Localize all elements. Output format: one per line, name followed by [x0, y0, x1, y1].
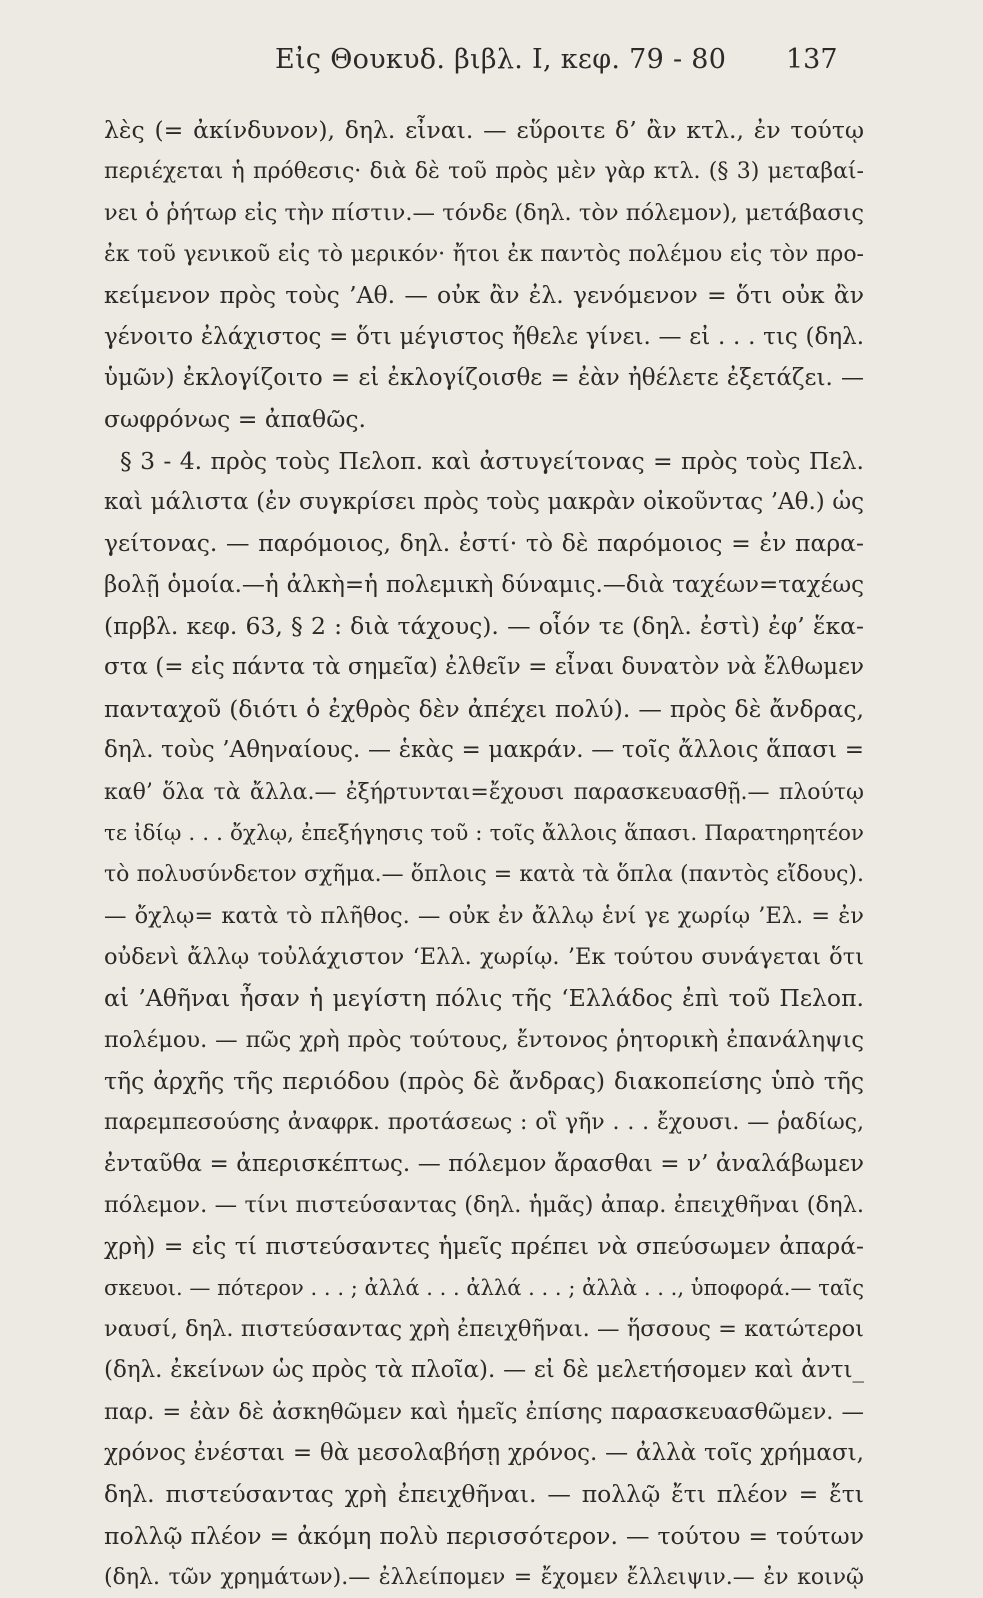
text-line: τε ἰδίῳ . . . ὄχλῳ, ἐπεξήγησις τοῦ : τοῖς ἄλλοις ἅπασι. Παρατηρητέον	[104, 820, 864, 846]
text-line: πανταχοῦ (διότι ὁ ἐχθρὸς δὲν ἀπέχει πολύ). — πρὸς δὲ ἄνδρας,	[104, 694, 864, 723]
text-line: — ὄχλῳ= κατὰ τὸ πλῆθος. — οὐκ ἐν ἄλλῳ ἑνί γε χωρίῳ ’Ελ. = ἐν	[104, 902, 864, 929]
text-line: γείτονας. — παρόμοιος, δηλ. ἐστί· τὸ δὲ παρόμοιος = ἐν παρα-	[104, 529, 864, 558]
text-line: παρ. = ἐὰν δὲ ἀσκηθῶμεν καὶ ἡμεῖς ἐπίσης παρασκευασθῶμεν. —	[104, 1398, 864, 1425]
text-line: γένοιτο ἐλάχιστος = ὅτι μέγιστος ἤθελε γίνει. — εἰ . . . τις (δηλ.	[104, 323, 864, 350]
text-line: στα (= εἰς πάντα τὰ σημεῖα) ἐλθεῖν = εἶναι δυνατὸν νὰ ἔλθωμεν	[104, 654, 864, 681]
text-line: (δηλ. ἐκείνων ὡς πρὸς τὰ πλοῖα). — εἰ δὲ μελετήσομεν καὶ ἀντι_	[104, 1357, 864, 1384]
text-line: περιέχεται ἡ πρόθεσις· διὰ δὲ τοῦ πρὸς μὲν γὰρ κτλ. (§ 3) μεταβαί-	[104, 159, 864, 185]
text-line: ἐκ τοῦ γενικοῦ εἰς τὸ μερικόν· ἤτοι ἐκ παντὸς πολέμου εἰς τὸν προ-	[104, 242, 864, 268]
text-line: πόλεμον. — τίνι πιστεύσαντας (δηλ. ἡμᾶς) ἀπαρ. ἐπειχθῆναι (δηλ.	[104, 1191, 864, 1218]
text-line: πολέμου. — πῶς χρὴ πρὸς τούτους, ἔντονος ῥητορικὴ ἐπανάληψις	[104, 1026, 864, 1053]
commentary-text	[104, 110, 864, 1598]
text-line: σκευοι. — πότερον . . . ; ἀλλά . . . ἀλλά . . . ; ἀλλὰ . . ., ὑποφορά.— ταῖς	[104, 1275, 864, 1300]
text-line: ἐνταῦθα = ἀπερισκέπτως. — πόλεμον ἄρασθαι = ν’ ἀναλάβωμεν	[104, 1150, 864, 1177]
text-line: λὲς (= ἀκίνδυνον), δηλ. εἶναι. — εὕροιτε δ’ ἂν κτλ., ἐν τούτῳ	[104, 116, 864, 144]
text-line: χρόνος ἐνέσται = θὰ μεσολαβήσῃ χρόνος. — ἀλλὰ τοῖς χρήμασι,	[104, 1440, 864, 1466]
text-line: καθ’ ὅλα τὰ ἄλλα.— ἐξήρτυνται=ἔχουσι παρασκευασθῇ.— πλούτῳ	[104, 779, 864, 805]
running-head	[0, 44, 983, 84]
running-head-title: Εἰς Θουκυδ. βιβλ. I, κεφ. 79 - 80	[275, 44, 727, 75]
text-line: § 3 - 4. πρὸς τοὺς Πελοπ. καὶ ἀστυγείτονας = πρὸς τοὺς Πελ.	[120, 446, 864, 475]
text-line: αἱ ’Αθῆναι ἦσαν ἡ μεγίστη πόλις τῆς ‘Ελλάδος ἐπὶ τοῦ Πελοπ.	[104, 984, 864, 1013]
text-line: βολῇ ὁμοία.—ἡ ἀλκὴ=ἡ πολεμικὴ δύναμις.—διὰ ταχέων=ταχέως	[104, 571, 864, 598]
text-line: χρὴ) = εἰς τί πιστεύσαντες ἡμεῖς πρέπει νὰ σπεύσωμεν ἀπαρά-	[104, 1232, 864, 1261]
text-line: οὐδενὶ ἄλλῳ τοὐλάχιστον ‘Ελλ. χωρίῳ. ’Εκ τούτου συνάγεται ὅτι	[104, 943, 864, 970]
text-line: τῆς ἀρχῆς τῆς περιόδου (πρὸς δὲ ἄνδρας) διακοπείσης ὑπὸ τῆς	[104, 1066, 864, 1095]
text-line: καὶ μάλιστα (ἐν συγκρίσει πρὸς τοὺς μακρὰν οἰκοῦντας ’Αθ.) ὡς	[104, 489, 864, 516]
text-line: πολλῷ πλέον = ἀκόμη πολὺ περισσότερον. — τούτου = τούτων	[104, 1521, 864, 1550]
text-line: τὸ πολυσύνδετον σχῆμα.— ὅπλοις = κατὰ τὰ ὅπλα (παντὸς εἴδους).	[104, 862, 864, 888]
text-line: νει ὁ ῥήτωρ εἰς τὴν πίστιν.— τόνδε (δηλ. τὸν πόλεμον), μετάβασις	[104, 199, 864, 226]
text-line: δηλ. πιστεύσαντας χρὴ ἐπειχθῆναι. — πολλῷ ἔτι πλέον = ἔτι	[104, 1480, 864, 1509]
text-line: (δηλ. τῶν χρημάτων).— ἐλλείπομεν = ἔχομεν ἔλλειψιν.— ἐν κοινῷ	[104, 1565, 864, 1591]
text-line: (πρβλ. κεφ. 63, § 2 : διὰ τάχους). — οἷόν τε (δηλ. ἐστὶ) ἐφ’ ἕκα-	[104, 612, 864, 641]
text-line: ὑμῶν) ἐκλογίζοιτο = εἰ ἐκλογίζοισθε = ἐὰν ἠθέλετε ἐξετάζει. —	[104, 365, 864, 392]
text-line: δηλ. τοὺς ’Αθηναίους. — ἑκὰς = μακράν. — τοῖς ἄλλοις ἅπασι =	[104, 737, 864, 764]
text-line: σωφρόνως = ἀπαθῶς.	[104, 405, 366, 434]
page-number: 137	[786, 44, 838, 75]
text-line: παρεμπεσούσης ἀναφρκ. προτάσεως : οἳ γῆν . . . ἔχουσι. — ῥαδίως,	[104, 1110, 864, 1136]
text-line: κείμενον πρὸς τοὺς ’Αθ. — οὐκ ἂν ἐλ. γενόμενον = ὅτι οὐκ ἂν	[104, 281, 864, 310]
text-line: ναυσί, δηλ. πιστεύσαντας χρὴ ἐπειχθῆναι. — ἥσσους = κατώτεροι	[104, 1315, 864, 1342]
